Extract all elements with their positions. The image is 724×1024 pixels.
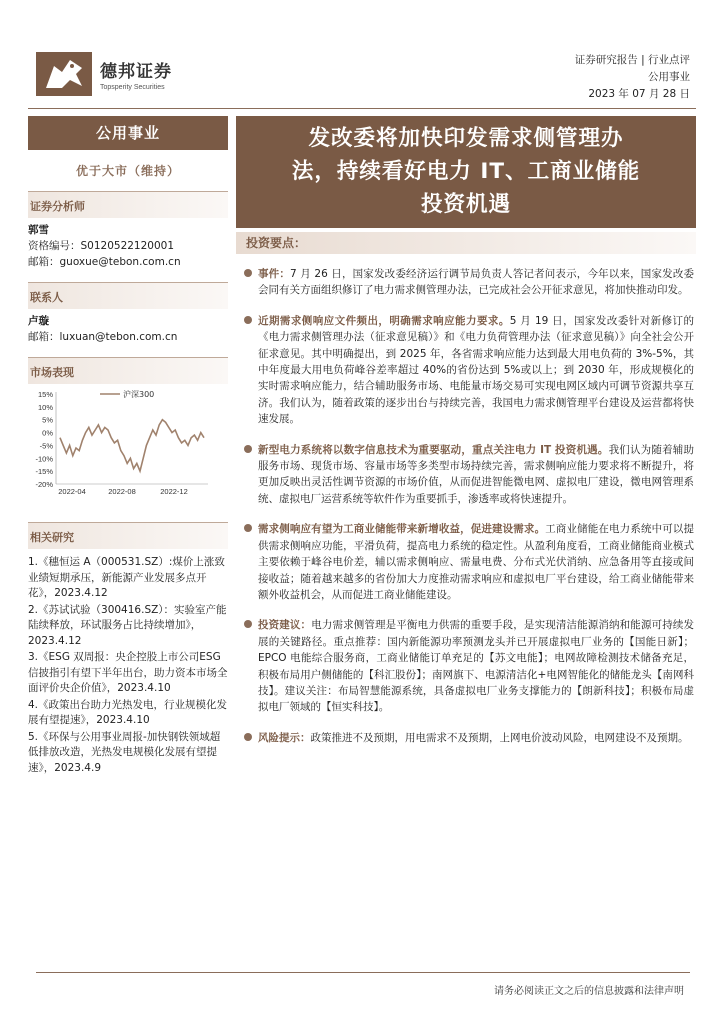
- analyst-info: [28, 222, 228, 270]
- footer-divider: [36, 972, 690, 973]
- x-tick-label: 2022-12: [160, 487, 188, 496]
- brand-name-cn: 德邦证券: [100, 62, 172, 82]
- y-tick-label: -15%: [35, 467, 53, 477]
- header-divider: [28, 108, 696, 109]
- x-tick-label: 2022-08: [108, 487, 136, 496]
- bullet-icon: [244, 445, 252, 453]
- key-point-body: 电力需求侧管理是平衡电力供需的重要手段，是实现清洁能源消纳和能源可持续发展的关键路径。重点推荐：国内新能源功率预测龙头并已开展虚拟电厂业务的【国能日新】；EPCO 电能综合服务商，工商业储能订单充足的【苏文电能】；电网故障检测技术储备充足，积极布局用户侧储能的【科汇股份】；南网旗下、电源清洁化+电网智能化的储能龙头【南网科技】。建议关注：布局智慧能源系统，具备虚拟电厂业务支撑能力的【朗新科技】；积极布局虚拟电厂领域的【恒实科技】。: [258, 619, 694, 714]
- bullet-icon: [244, 316, 252, 324]
- sector-label: 公用事业: [28, 116, 228, 150]
- related-section-title: 相关研究: [28, 522, 228, 549]
- key-point: [244, 442, 694, 508]
- related-report-item[interactable]: 5.《环保与公用事业周报-加快钢铁领域超低排放改造，光热发电规模化发展有望提速》，2023.4.9: [28, 730, 221, 774]
- key-point-body: 我们认为随着辅助服务市场、现货市场、容量市场等多类型市场持续完善，需求侧响应能力要求将不断提升，将更加反映出灵活性调节资源的市场价值，从而促进智能微电网、虚拟电厂建设，微电网管理系统、虚拟电厂运营系统等软件作为重要抓手，渗透率或将快速提升。: [258, 443, 694, 505]
- key-point-body: 5 月 19 日，国家发改委针对新修订的《电力需求侧管理办法（征求意见稿）》和《电力负荷管理办法（征求意见稿）》向全社会公开征求意见。其中明确提出，到 2025 年，各省需求响应能力达到最大用电负荷的 3%-5%，其中年度最大用电负荷峰谷差率超过 40%的省份达到 5%或以上；到 2030 年，形成规模化的实时需求响应能力，结合辅助服务市场、电能量市场交易可实现电网区域内可调节资源共享互济。我们认为，随着政策的逐步出台与持续完善，我国电力需求侧管理平台建设及运营都将快速发展。: [258, 314, 695, 426]
- brand-logo-icon: [36, 52, 92, 96]
- brand-name-en: Topsperity Securities: [100, 84, 165, 91]
- y-tick-label: -5%: [39, 441, 53, 451]
- bullet-icon: [244, 524, 252, 532]
- related-report-item[interactable]: 3.《ESG 双周报：央企控股上市公司ESG 信披指引有望下半年出台，助力资本市场全面评价央企价值》，2023.4.10: [28, 651, 228, 694]
- contact-info: [28, 313, 228, 345]
- header-separator: |: [641, 54, 645, 66]
- report-title: [236, 116, 696, 228]
- title-line-1: 发改委将加快印发需求侧管理办: [308, 126, 624, 151]
- market-chart-svg: [28, 386, 228, 506]
- key-point: [244, 313, 694, 428]
- brand-logo: [36, 50, 206, 98]
- title-line-3: 投资机遇: [420, 192, 511, 217]
- series-line-hs300: [60, 420, 204, 471]
- key-point-lead: 风险提示：: [258, 731, 311, 744]
- key-point: [244, 266, 694, 299]
- market-section-title: 市场表现: [28, 357, 228, 384]
- x-tick-label: 2022-04: [58, 487, 86, 496]
- y-tick-label: -10%: [35, 454, 53, 464]
- footer-disclaimer[interactable]: 请务必阅读正文之后的信息披露和法律声明: [494, 986, 684, 997]
- report-date: 2023 年 07 月 28 日: [588, 88, 690, 100]
- report-kind: 行业点评: [648, 54, 690, 66]
- header-industry: 公用事业: [648, 71, 690, 83]
- related-reports-list: [28, 555, 228, 776]
- y-tick-label: 5%: [42, 415, 53, 425]
- key-points-title: 投资要点：: [236, 232, 696, 254]
- key-point: [244, 730, 694, 746]
- key-point: [244, 617, 694, 715]
- contact-section-title: 联系人: [28, 282, 228, 309]
- y-tick-label: 0%: [42, 428, 53, 438]
- title-line-2: 法，持续看好电力 IT、工商业储能: [291, 159, 641, 184]
- bullet-icon: [244, 269, 252, 277]
- bullet-icon: [244, 620, 252, 628]
- analyst-email[interactable]: 邮箱：guoxue@tebon.com.cn: [28, 256, 181, 268]
- analyst-name: 郭雪: [28, 224, 49, 236]
- key-point-lead: 投资建议：: [258, 619, 312, 632]
- key-point-body: 政策推进不及预期，用电需求不及预期，上网电价波动风险，电网建设不及预期。: [310, 731, 689, 744]
- header-meta: [575, 52, 690, 103]
- market-chart: [28, 386, 228, 510]
- analyst-cert: 资格编号：S0120522120001: [28, 240, 175, 252]
- contact-name: 卢璇: [28, 315, 49, 327]
- bullet-icon: [244, 733, 252, 741]
- y-tick-label: -20%: [35, 480, 53, 489]
- key-point-body: 工商业储能在电力系统中可以提供需求侧响应功能，平滑负荷，提高电力系统的稳定性。从盈利角度看，工商业储能商业模式主要依赖于峰谷电价差，辅以需求侧响应、需量电费、分布式光伏消纳、应急备用等直接或间接收益；随着越来越多的省份加大力度推动需求响应和虚拟电厂平台建设，给工商业储能带来额外收益机会，从而促进工商业储能建设。: [258, 523, 695, 601]
- legend-label: 沪深300: [123, 390, 155, 399]
- contact-email[interactable]: 邮箱：luxuan@tebon.com.cn: [28, 331, 178, 343]
- related-report-item[interactable]: 1.《穗恒运 A（000531.SZ）:煤价上涨致业绩短期承压，新能源产业发展多点开花》，2023.4.12: [28, 556, 225, 599]
- key-point-lead: 事件：: [258, 268, 291, 280]
- key-point-lead: 需求侧响应有望为工商业储能带来新增收益，促进建设需求。: [258, 523, 546, 536]
- left-sidebar: [28, 116, 228, 777]
- related-report-item[interactable]: 4.《政策出台助力光热发电，行业规模化发展有望提速》，2023.4.10: [28, 698, 228, 726]
- key-point-lead: 近期需求侧响应文件频出，明确需求响应能力要求。: [258, 314, 510, 327]
- analyst-section-title: 证券分析师: [28, 191, 228, 218]
- y-tick-label: 10%: [37, 402, 53, 412]
- rating-label: 优于大市（维持）: [75, 164, 180, 178]
- key-points-list: [244, 266, 694, 760]
- report-type: 证券研究报告: [574, 54, 638, 66]
- y-tick-label: 15%: [37, 390, 53, 399]
- related-report-item[interactable]: 2.《苏试试验（300416.SZ）：实验室产能陆续释放，环试服务占比持续增加》，2023.4.12: [28, 603, 227, 647]
- key-point-body: 7 月 26 日，国家发改委经济运行调节局负责人答记者问表示，今年以来，国家发改委会同有关方面组织修订了电力需求侧管理办法，已完成社会公开征求意见，将加快推动印发。: [258, 268, 695, 297]
- key-point: [244, 521, 694, 603]
- key-point-lead: 新型电力系统将以数字信息技术为重要驱动，重点关注电力 IT 投资机遇。: [258, 443, 609, 456]
